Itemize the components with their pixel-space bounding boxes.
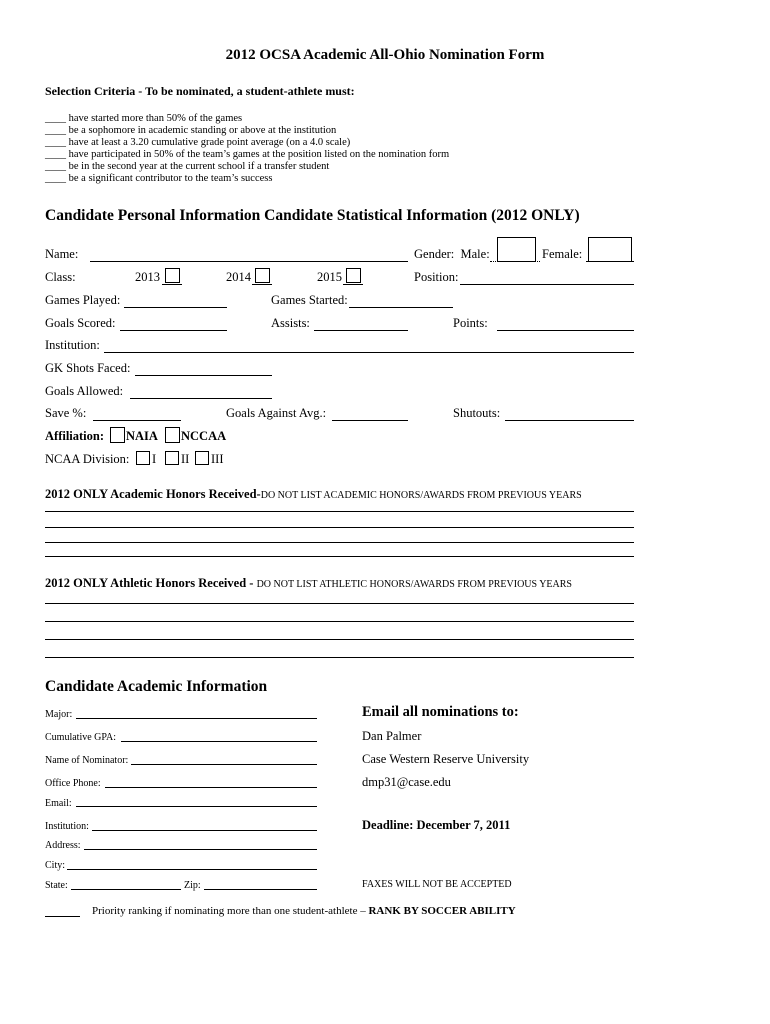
ncaa-i-label: I (152, 452, 157, 466)
state-label: State: (45, 880, 68, 891)
games-played-label: Games Played: (45, 293, 121, 307)
gaa-field[interactable] (332, 420, 408, 421)
office-phone-field[interactable] (105, 787, 317, 788)
academic-honors-line[interactable] (45, 542, 634, 543)
goals-allowed-field[interactable] (130, 398, 272, 399)
class-2015-label: 2015 (317, 270, 342, 284)
assists-field[interactable] (314, 330, 408, 331)
criteria-blank[interactable]: ____ (45, 137, 69, 148)
city-label: City: (45, 860, 66, 871)
female-checkbox[interactable] (588, 237, 632, 262)
criteria-item: ____ have participated in 50% of the team’s games at the position listed on the nomination form (45, 149, 450, 160)
criteria-list (45, 113, 449, 185)
nominator-label: Name of Nominator: (45, 755, 129, 766)
academic-section-heading: Candidate Academic Information (45, 678, 268, 695)
goals-allowed-label: Goals Allowed: (45, 384, 124, 398)
class-2015-underline (343, 284, 363, 285)
personal-section-heading: Candidate Personal Information Candidate Statistical Information (2012 ONLY) (45, 207, 580, 224)
name-label: Name: (45, 247, 79, 261)
female-label: Female: (542, 247, 583, 261)
athletic-honors-heading: 2012 ONLY Athletic Honors Received - DO NOT LIST ATHLETIC HONORS/AWARDS FROM PREVIOUS YEARS (45, 576, 572, 590)
contact-name: Dan Palmer (362, 729, 422, 743)
office-phone-label: Office Phone: (45, 778, 101, 789)
shutouts-field[interactable] (505, 420, 634, 421)
contact-email[interactable]: dmp31@case.edu (362, 775, 451, 789)
fax-note: FAXES WILL NOT BE ACCEPTED (362, 879, 512, 890)
major-field[interactable] (76, 718, 317, 719)
address-label: Address: (45, 840, 81, 851)
athletic-honors-line[interactable] (45, 603, 634, 604)
ncaa-ii-checkbox[interactable] (165, 451, 179, 465)
ncaa-division-label: NCAA Division: (45, 452, 130, 466)
zip-label: Zip: (184, 880, 201, 891)
academic-honors-heading: 2012 ONLY Academic Honors Received-DO NOT LIST ACADEMIC HONORS/AWARDS FROM PREVIOUS YEARS (45, 487, 582, 501)
academic-honors-line[interactable] (45, 511, 634, 512)
class-2014-checkbox[interactable] (255, 268, 270, 283)
position-label: Position: (414, 270, 459, 284)
assists-label: Assists: (271, 316, 310, 330)
shutouts-label: Shutouts: (453, 406, 501, 420)
city-field[interactable] (67, 869, 317, 870)
male-underline (490, 261, 540, 262)
name-field[interactable] (90, 261, 408, 262)
page-title: 2012 OCSA Academic All-Ohio Nomination Form (225, 47, 545, 63)
female-underline (586, 261, 634, 262)
position-field[interactable] (460, 284, 634, 285)
games-started-field[interactable] (349, 307, 453, 308)
major-label: Major: (45, 709, 73, 720)
naia-label: NAIA (126, 429, 158, 443)
academic-institution-field[interactable] (92, 830, 317, 831)
athletic-honors-line[interactable] (45, 621, 634, 622)
class-2014-underline (252, 284, 272, 285)
criteria-blank[interactable]: ____ (45, 149, 69, 160)
gpa-field[interactable] (121, 741, 317, 742)
save-pct-label: Save %: (45, 406, 87, 420)
contact-org: Case Western Reserve University (362, 752, 530, 766)
criteria-item: ____ be in the second year at the current school if a transfer student (45, 161, 330, 172)
state-field[interactable] (71, 889, 181, 890)
affiliation-label: Affiliation: (45, 429, 105, 443)
ncaa-ii-label: II (181, 452, 190, 466)
institution-label: Institution: (45, 338, 100, 352)
class-2013-underline (162, 284, 182, 285)
criteria-blank[interactable]: ____ (45, 173, 69, 184)
goals-scored-label: Goals Scored: (45, 316, 116, 330)
academic-honors-line[interactable] (45, 527, 634, 528)
criteria-item: ____ be a significant contributor to the team’s success (45, 173, 273, 184)
priority-rank-field[interactable] (45, 916, 80, 917)
class-2015-checkbox[interactable] (346, 268, 361, 283)
athletic-honors-line[interactable] (45, 657, 634, 658)
gaa-label: Goals Against Avg.: (226, 406, 327, 420)
class-label: Class: (45, 270, 76, 284)
male-checkbox[interactable] (497, 237, 536, 262)
deadline: Deadline: December 7, 2011 (362, 818, 511, 832)
nccaa-checkbox[interactable] (165, 427, 180, 443)
email-field[interactable] (76, 806, 317, 807)
gender-label: Gender: Male: (414, 247, 490, 261)
criteria-item: ____ have started more than 50% of the games (45, 113, 243, 124)
criteria-blank[interactable]: ____ (45, 161, 69, 172)
games-played-field[interactable] (124, 307, 227, 308)
naia-checkbox[interactable] (110, 427, 125, 443)
academic-institution-label: Institution: (45, 821, 89, 832)
class-2013-label: 2013 (135, 270, 160, 284)
points-field[interactable] (497, 330, 634, 331)
zip-field[interactable] (204, 889, 317, 890)
criteria-blank[interactable]: ____ (45, 125, 69, 136)
criteria-blank[interactable]: ____ (45, 113, 69, 124)
address-field[interactable] (84, 849, 317, 850)
ncaa-iii-checkbox[interactable] (195, 451, 209, 465)
institution-field[interactable] (104, 352, 634, 353)
class-2013-checkbox[interactable] (165, 268, 180, 283)
priority-text: Priority ranking if nominating more than one student-athlete – RANK BY SOCCER ABILITY (92, 905, 516, 917)
gk-shots-field[interactable] (135, 375, 272, 376)
save-pct-field[interactable] (93, 420, 181, 421)
criteria-heading: Selection Criteria - To be nominated, a student-athlete must: (45, 84, 355, 98)
academic-honors-line[interactable] (45, 556, 634, 557)
points-label: Points: (453, 316, 488, 330)
email-label: Email: (45, 798, 72, 809)
nominator-field[interactable] (131, 764, 317, 765)
goals-scored-field[interactable] (120, 330, 227, 331)
criteria-item: ____ have at least a 3.20 cumulative grade point average (on a 4.0 scale) (45, 137, 351, 148)
nccaa-label: NCCAA (181, 429, 227, 443)
email-nominations-heading: Email all nominations to: (362, 704, 519, 720)
gpa-label: Cumulative GPA: (45, 732, 117, 743)
criteria-item: ____ be a sophomore in academic standing or above at the institution (45, 125, 337, 136)
ncaa-i-checkbox[interactable] (136, 451, 150, 465)
gk-shots-label: GK Shots Faced: (45, 361, 131, 375)
class-2014-label: 2014 (226, 270, 251, 284)
games-started-label: Games Started: (271, 293, 348, 307)
ncaa-iii-label: III (211, 452, 224, 466)
athletic-honors-line[interactable] (45, 639, 634, 640)
